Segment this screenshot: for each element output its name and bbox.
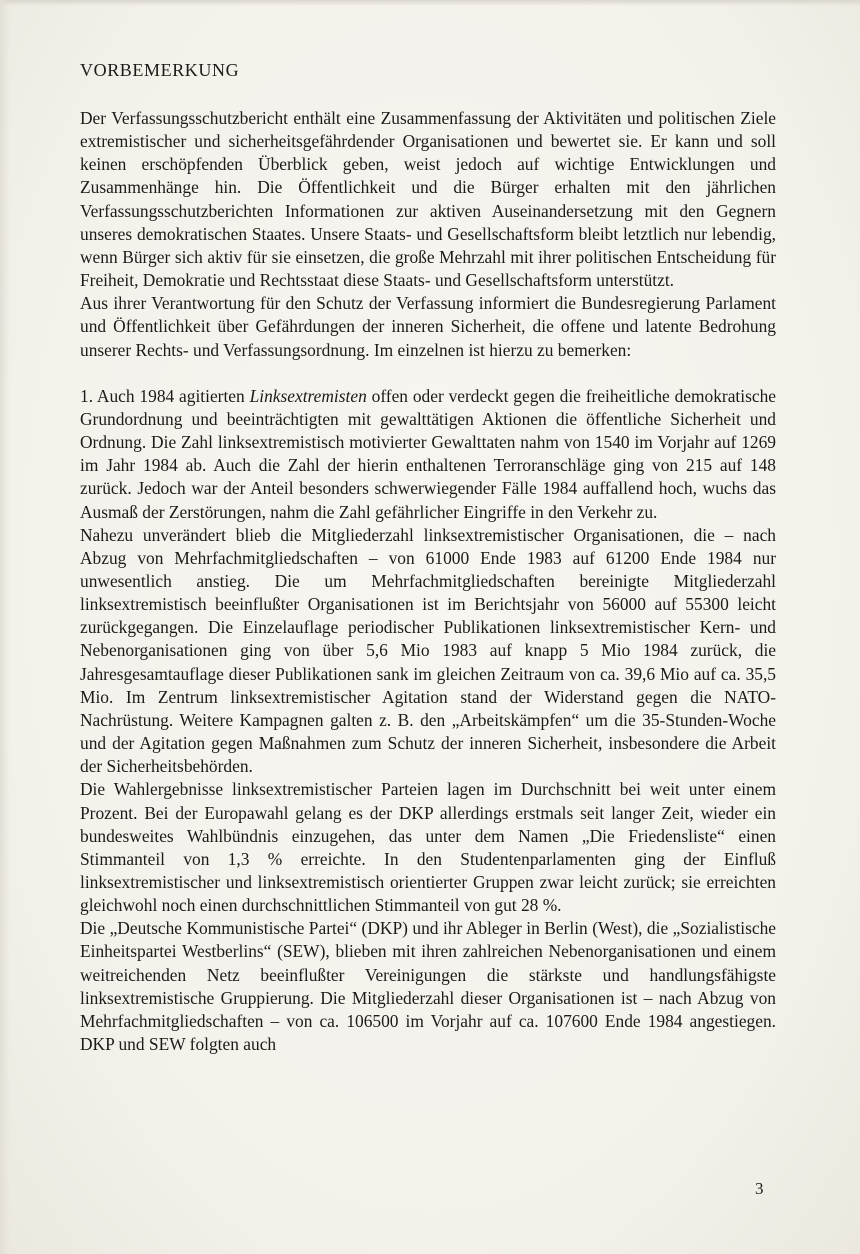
scan-shadow-left — [0, 0, 10, 1254]
paragraph-responsibility: Aus ihrer Verantwortung für den Schutz der Verfassung informiert die Bundesregierung Parlament und Öffentlichkeit über Gefährdungen der inneren Sicherheit, die offene und latente Bedrohung unserer Rechts- und Verfassungsordnung. Im einzelnen ist hierzu zu bemerken: — [80, 293, 776, 360]
scan-shadow-top — [0, 0, 860, 6]
paragraph-left-extremists — [80, 385, 776, 524]
paragraph-intro: Der Verfassungsschutzbericht enthält eine Zusammenfassung der Aktivitäten und politischen Ziele extremistischer und sicherheitsgefährdender Organisationen und bewertet sie. Er kann und soll keinen erschöpfenden Überblick geben, weist jedoch auf wichtige Entwicklungen und Zusammenhänge hin. Die Öffentlichkeit und die Bürger erhalten mit den jährlichen Verfassungsschutzberichten Informationen zur aktiven Auseinandersetzung mit den Gegnern unseres demokratischen Staates. Unsere Staats- und Gesellschaftsform bleibt letztlich nur lebendig, wenn Bürger sich aktiv für sie einsetzen, die große Mehrzahl mit ihrer politischen Entscheidung für Freiheit, Demokratie und Rechtsstaat diese Staats- und Gesellschaftsform unterstützt. — [80, 108, 776, 291]
paragraph-left-extremists-prefix: 1. Auch 1984 agitierten — [80, 385, 250, 406]
paragraph-membership: Nahezu unverändert blieb die Mitgliederzahl linksextremistischer Organisationen, die – nach Abzug von Mehrfachmitgliedschaften – von 61000 Ende 1983 auf 61200 Ende 1984 nur unwesentlich anstieg. Die um Mehrfachmitgliedschaften bereinigte Mitgliederzahl linksextremistisch beeinflußter Organisationen ist im Berichtsjahr von 56000 auf 55300 leicht zurückgegangen. Die Einzelauflage periodischer Publikationen linksextremistischer Kern- und Nebenorganisationen ging von über 5,6 Mio 1983 auf knapp 5 Mio 1984 zurück, die Jahresgesamtauflage dieser Publikationen sank im gleichen Zeitraum von ca. 39,6 Mio auf ca. 35,5 Mio. Im Zentrum linksextremistischer Agitation stand der Widerstand gegen die NATO-Nachrüstung. Weitere Kampagnen galten z. B. den „Arbeitskämpfen“ um die 35-Stunden-Woche und der Agitation gegen Maßnahmen zum Schutz der inneren Sicherheit, insbesondere die Arbeit der Sicherheitsbehörden. — [80, 524, 776, 777]
page-content — [80, 58, 776, 1056]
paragraph-dkp: Die „Deutsche Kommunistische Partei“ (DKP) und ihr Ableger in Berlin (West), die „Sozialistische Einheitspartei Westberlins“ (SEW), blieben mit ihren zahlreichen Nebenorganisationen und einem weitreichenden Netz beeinflußter Vereinigungen die stärkste und handlungsfähigste linksextremistische Gruppierung. Die Mitgliederzahl dieser Organisationen ist – nach Abzug von Mehrfachmitgliedschaften – von ca. 106500 im Vorjahr auf ca. 107600 Ende 1984 angestiegen. DKP und SEW folgten auch — [80, 918, 776, 1055]
emphasis-linksextremisten: Linksextremisten — [249, 385, 367, 406]
paragraph-election-results: Die Wahlergebnisse linksextremistischer Parteien lagen im Durchschnitt bei weit unter einem Prozent. Bei der Europawahl gelang es der DKP allerdings erstmals seit langer Zeit, wieder ein bundesweites Wahlbündnis einzugehen, das unter dem Namen „Die Friedensliste“ einen Stimmanteil von 1,3 % erreichte. In den Studentenparlamenten ging der Einfluß linksextremistischer und linksextremistisch orientierter Gruppen zwar leicht zurück; sie erreichten gleichwohl noch einen durchschnittlichen Stimmanteil von gut 28 %. — [80, 779, 776, 916]
paragraph-gap — [80, 362, 776, 385]
page-heading: VORBEMERKUNG — [80, 60, 240, 80]
paragraph-left-extremists-text: offen oder verdeckt gegen die freiheitliche demokratische Grundordnung und beeinträchtigten mit gewalttätigen Aktionen die öffentliche Sicherheit und Ordnung. Die Zahl linksextremistisch motivierter Gewalttaten nahm von 1540 im Vorjahr auf 1269 im Jahr 1984 ab. Auch die Zahl der hierin enthaltenen Terroranschläge ging von 215 auf 148 zurück. Jedoch war der Anteil besonders schwerwiegender Fälle 1984 auffallend hoch, wuchs das Ausmaß der Zerstörungen, nahm die Zahl gefährlicher Eingriffe in den Verkehr zu. — [80, 385, 777, 522]
page-number: 3 — [755, 1179, 764, 1198]
